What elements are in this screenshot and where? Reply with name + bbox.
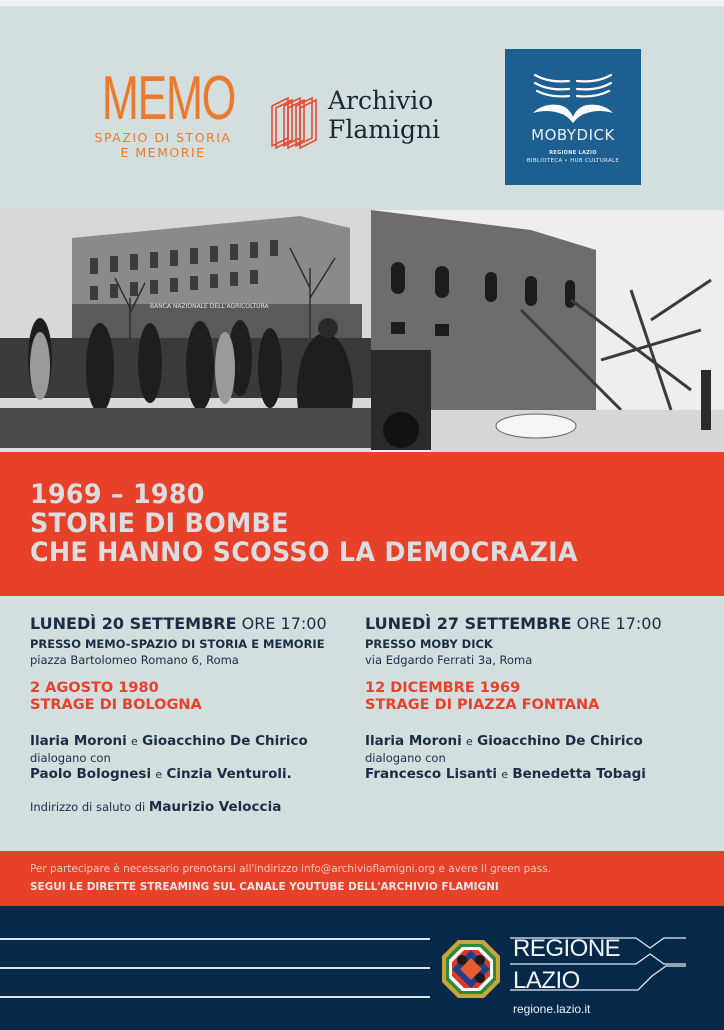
mobydick-name: MOBYDICK (531, 126, 615, 144)
event-address: piazza Bartolomeo Romano 6, Roma (30, 653, 239, 667)
mobydick-subtitle-1: REGIONE LAZIO (549, 150, 597, 156)
event-address: via Edgardo Ferrati 3a, Roma (365, 653, 533, 667)
regione-lazio-url[interactable]: regione.lazio.it (513, 1002, 591, 1016)
guest-1: Francesco Lisanti (365, 766, 497, 782)
dialog-label: dialogano con (365, 751, 446, 765)
guest-2: Benedetta Tobagi (512, 766, 646, 782)
memo-logo (78, 64, 248, 160)
event-subject-date: 2 AGOSTO 1980 (30, 680, 159, 696)
events-section (0, 596, 724, 846)
host-1: Ilaria Moroni (30, 733, 127, 749)
event-venue: PRESSO MEMO-SPAZIO DI STORIA E MEMORIE (30, 637, 325, 651)
memo-logo-title: MEMO (101, 64, 235, 133)
welcome-label: Indirizzo di saluto di (30, 800, 146, 814)
welcome-speaker: Maurizio Veloccia (148, 799, 282, 815)
event-column-1 (30, 614, 370, 816)
archivio-flamigni-logo (268, 86, 468, 156)
dialog-label: dialogano con (30, 751, 111, 765)
host-2: Gioacchino De Chirico (477, 733, 643, 749)
event-date-time (365, 614, 705, 634)
wordmark-regione: REGIONE (513, 935, 621, 962)
logos-header (0, 6, 724, 206)
archivio-flamigni-wordmark (328, 86, 440, 144)
archive-frames-icon (268, 94, 320, 152)
title-years: 1969 – 1980 (30, 479, 205, 510)
info-band (0, 851, 724, 907)
event-date: LUNEDÌ 20 SETTEMBRE (30, 614, 237, 633)
event-date: LUNEDÌ 27 SETTEMBRE (365, 614, 572, 633)
crowd-scene-image (0, 208, 372, 448)
footer (0, 906, 724, 1030)
event-column-2 (365, 614, 705, 784)
title-line-3: CHE HANNO SCOSSO LA DEMOCRAZIA (30, 537, 578, 568)
welcome-address (30, 798, 370, 816)
memo-logo-subtitle-1: SPAZIO DI STORIA (94, 130, 232, 145)
event-subject (30, 680, 370, 714)
streaming-notice: SEGUI LE DIRETTE STREAMING SUL CANALE YOUTUBE DELL'ARCHIVIO FLAMIGNI (30, 880, 499, 893)
host-1: Ilaria Moroni (365, 733, 462, 749)
archivio-line-1: Archivio (328, 86, 434, 115)
hosts-line (30, 732, 370, 751)
photo-strip (0, 200, 724, 456)
guest-1: Paolo Bolognesi (30, 766, 152, 782)
event-date-time (30, 614, 370, 634)
footer-stripe (0, 967, 430, 969)
conjunction: e (131, 735, 138, 748)
guests-line (365, 765, 705, 784)
event-poster (0, 6, 724, 1024)
conjunction: e (466, 735, 473, 748)
conjunction: e (155, 768, 163, 781)
event-time: ORE 17:00 (576, 614, 662, 633)
memo-logo-subtitle-2: E MEMORIE (120, 145, 206, 160)
title-line-2: STORIE DI BOMBE (30, 508, 289, 539)
guest-2: Cinzia Venturoli. (166, 766, 292, 782)
mobydick-logo (505, 49, 641, 185)
bank-sign: BANCA NAZIONALE DELL'AGRICOLTURA (150, 303, 269, 310)
guests-line (30, 765, 370, 784)
photo-bologna-station-rubble (371, 210, 724, 456)
event-subject-name: STRAGE DI BOLOGNA (30, 697, 202, 713)
event-time: ORE 17:00 (241, 614, 327, 633)
open-book-waves-icon (529, 69, 617, 125)
rubble-scene-image (371, 210, 724, 456)
conjunction: e (501, 768, 509, 781)
event-speakers (365, 732, 705, 784)
wordmark-lazio: LAZIO (513, 967, 580, 994)
archivio-line-2: Flamigni (328, 115, 441, 144)
event-title (30, 480, 578, 567)
registration-notice: Per partecipare è necessario prenotarsi all'indirizzo info@archivioflamigni.org e avere il green pass. (30, 862, 551, 875)
title-band (0, 452, 724, 596)
footer-stripe (0, 996, 430, 998)
host-2: Gioacchino De Chirico (142, 733, 308, 749)
mobydick-subtitle-2: BIBLIOTECA • HUB CULTURALE (526, 158, 620, 164)
event-venue: PRESSO MOBY DICK (365, 637, 493, 651)
regione-lazio-emblem-icon (440, 938, 502, 1000)
hosts-line (365, 732, 705, 751)
event-subject-date: 12 DICEMBRE 1969 (365, 680, 521, 696)
event-speakers (30, 732, 370, 784)
photo-piazza-fontana-crowd (0, 208, 372, 448)
event-subject (365, 680, 705, 714)
footer-stripe (0, 938, 430, 940)
event-subject-name: STRAGE DI PIAZZA FONTANA (365, 697, 600, 713)
